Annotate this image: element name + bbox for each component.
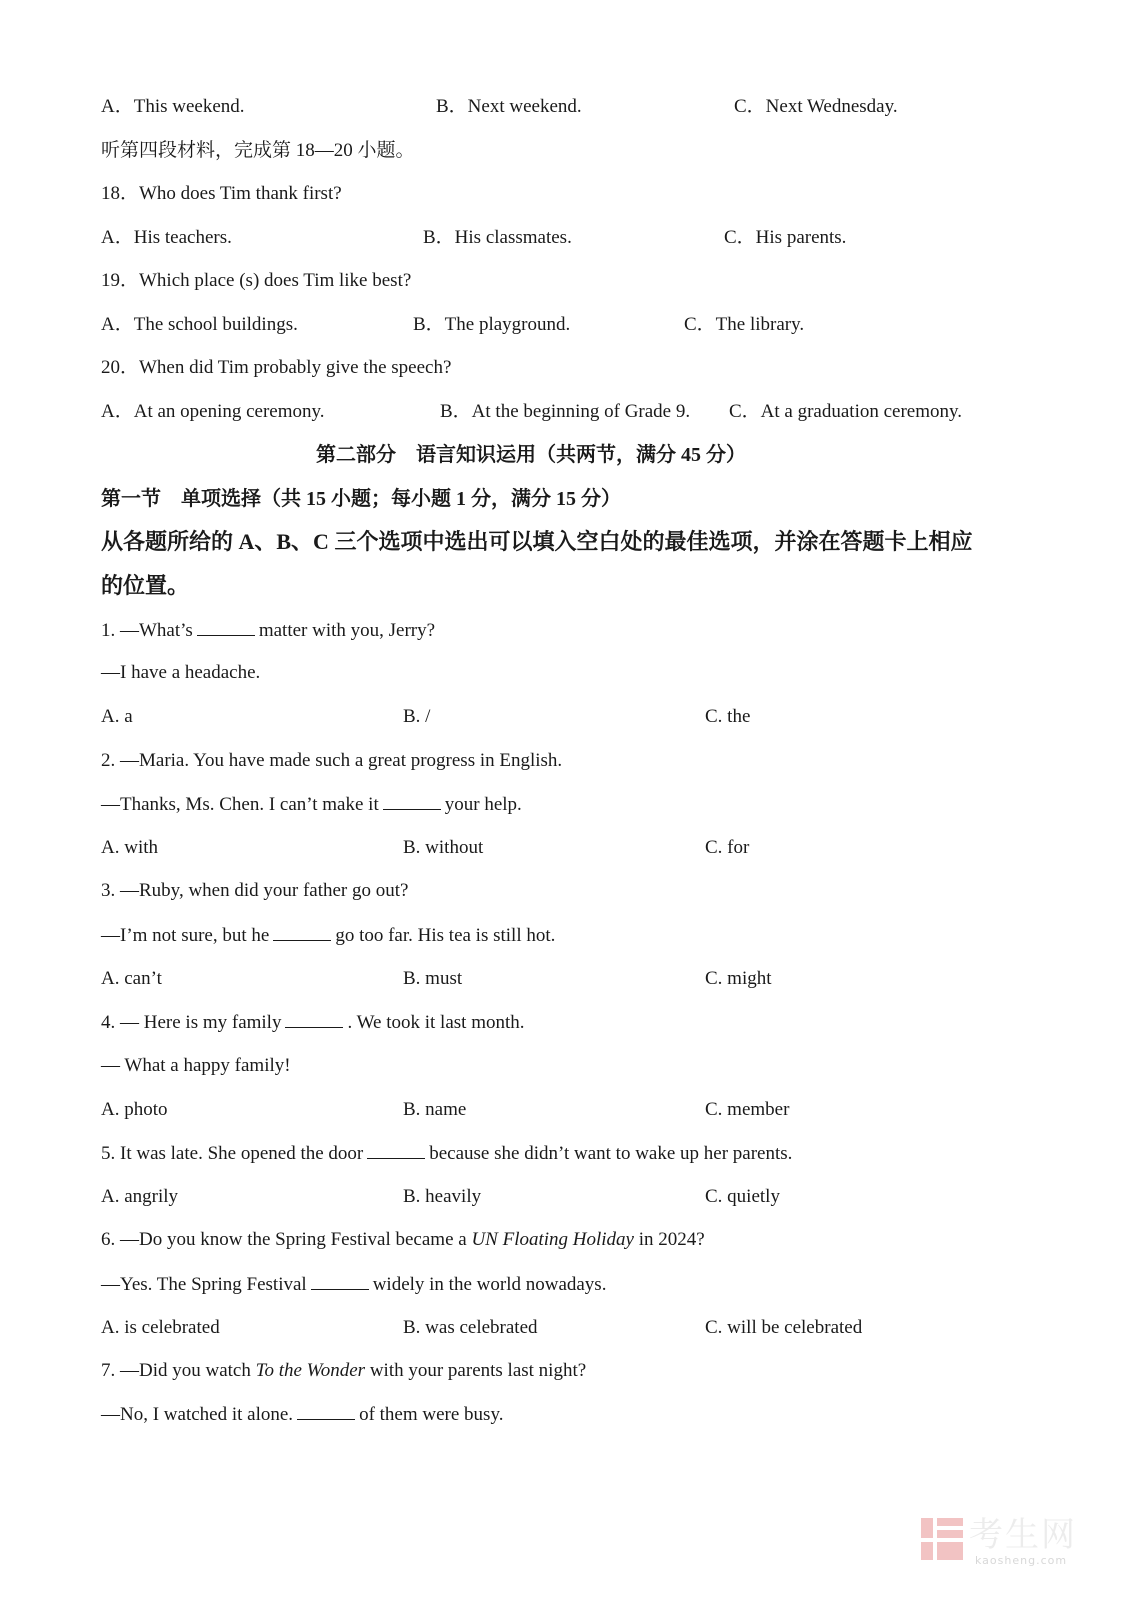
mc2-stem: 2. —Maria. You have made such a great progress in English. — [101, 750, 563, 771]
q20-option-c: C．At a graduation ceremony. — [729, 401, 963, 422]
mc5-option-a: A. angrily — [101, 1186, 179, 1207]
watermark-text: 考生网 — [969, 1515, 1077, 1555]
q17-option-a: A．This weekend. — [101, 96, 245, 117]
mc1-option-b: B. / — [403, 706, 431, 727]
mc3-stem: 3. —Ruby, when did your father go out? — [101, 880, 409, 901]
mc1-reply: —I have a headache. — [101, 662, 261, 683]
mc4-option-c: C. member — [705, 1099, 790, 1120]
q19-option-a: A．The school buildings. — [101, 314, 298, 335]
q20-option-b: B．At the beginning of Grade 9. — [440, 401, 691, 422]
mc3-option-a: A. can’t — [101, 968, 162, 989]
mc3-reply: —I’m not sure, but he go too far. His tea is still hot. — [101, 922, 555, 949]
kaosheng-logo-icon — [921, 1518, 963, 1560]
watermark — [921, 1516, 1091, 1566]
answer-blank — [311, 1271, 369, 1290]
answer-blank — [367, 1140, 425, 1159]
q18-option-b: B．His classmates. — [423, 227, 572, 248]
q19-option-c: C．The library. — [684, 314, 805, 335]
mc1-option-a: A. a — [101, 706, 133, 727]
answer-blank — [383, 791, 441, 810]
q17-option-b: B．Next weekend. — [436, 96, 582, 117]
mc2-reply: —Thanks, Ms. Chen. I can’t make it your help. — [101, 791, 522, 818]
section4-intro: 听第四段材料，完成第 18—20 小题。 — [101, 140, 415, 161]
mc4-stem: 4. — Here is my family . We took it last month. — [101, 1009, 525, 1036]
part2-title: 第二部分 语言知识运用（共两节，满分 45 分） — [316, 444, 746, 466]
answer-blank — [273, 922, 331, 941]
q20-option-a: A．At an opening ceremony. — [101, 401, 325, 422]
mc1-option-c: C. the — [705, 706, 751, 727]
answer-blank — [285, 1009, 343, 1028]
instruction-line2: 的位置。 — [101, 573, 190, 598]
mc6-stem: 6. —Do you know the Spring Festival became a UN Floating Holiday in 2024? — [101, 1229, 705, 1250]
q20-stem: 20．When did Tim probably give the speech? — [101, 357, 452, 378]
answer-blank — [197, 617, 255, 636]
mc7-reply: —No, I watched it alone. of them were busy. — [101, 1401, 503, 1428]
mc1-stem: 1. —What’s matter with you, Jerry? — [101, 617, 435, 644]
q19-stem: 19．Which place (s) does Tim like best? — [101, 270, 412, 291]
q18-option-c: C．His parents. — [724, 227, 847, 248]
mc7-stem: 7. —Did you watch To the Wonder with your parents last night? — [101, 1360, 587, 1381]
mc4-reply: — What a happy family! — [101, 1055, 291, 1076]
answer-blank — [297, 1401, 355, 1420]
q17-option-c: C．Next Wednesday. — [734, 96, 898, 117]
mc6-reply: —Yes. The Spring Festival widely in the world nowadays. — [101, 1271, 606, 1298]
mc5-stem: 5. It was late. She opened the door because she didn’t want to wake up her parents. — [101, 1140, 792, 1167]
mc6-option-a: A. is celebrated — [101, 1317, 220, 1338]
mc2-option-a: A. with — [101, 837, 158, 858]
mc6-option-b: B. was celebrated — [403, 1317, 538, 1338]
mc5-option-c: C. quietly — [705, 1186, 780, 1207]
mc3-option-b: B. must — [403, 968, 463, 989]
instruction-line1: 从各题所给的 A、B、C 三个选项中选出可以填入空白处的最佳选项，并涂在答题卡上相应 — [101, 529, 973, 554]
section1-title: 第一节 单项选择（共 15 小题；每小题 1 分，满分 15 分） — [101, 488, 621, 510]
mc3-option-c: C. might — [705, 968, 772, 989]
q18-stem: 18．Who does Tim thank first? — [101, 183, 342, 204]
mc5-option-b: B. heavily — [403, 1186, 482, 1207]
watermark-url: kaosheng.com — [975, 1554, 1068, 1567]
mc2-option-b: B. without — [403, 837, 484, 858]
mc6-option-c: C. will be celebrated — [705, 1317, 863, 1338]
mc4-option-a: A. photo — [101, 1099, 168, 1120]
q18-option-a: A．His teachers. — [101, 227, 232, 248]
q19-option-b: B．The playground. — [413, 314, 571, 335]
mc2-option-c: C. for — [705, 837, 750, 858]
mc4-option-b: B. name — [403, 1099, 467, 1120]
